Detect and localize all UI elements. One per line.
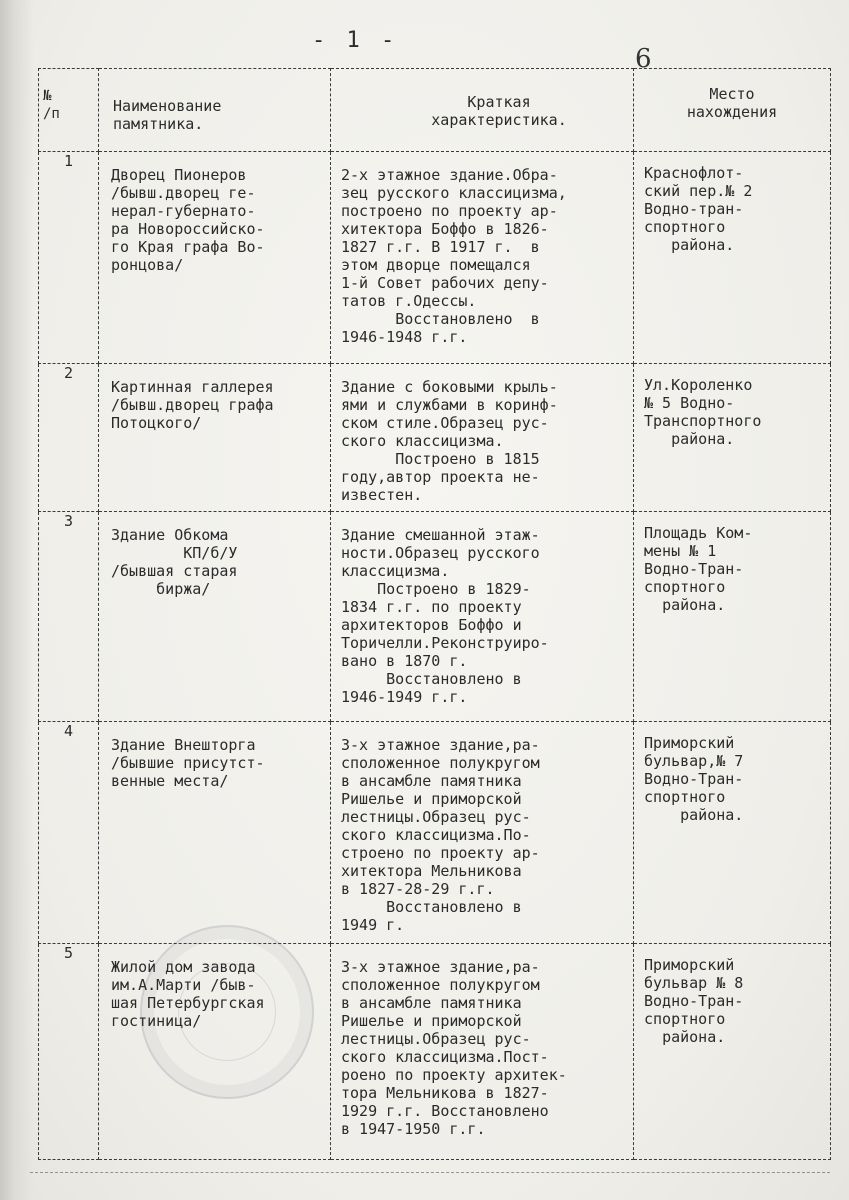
header-loc [634,69,831,152]
monument-description: Здание с боковыми крыль- ями и службами в коринф- ском стиле.Образец рус- ского классицизма. Построено в 1815 году,автор проекта не- известен. [341,378,558,504]
header-name [99,69,331,152]
header-num-text: № /п [43,88,60,122]
monuments-table [38,68,831,1160]
binding-shadow [0,0,34,1200]
monument-name: Дворец Пионеров /бывш.дворец ге- нерал-губернато- ра Новороссийско- го Края графа Во- ронцова/ [111,166,265,274]
desc-cell [331,944,634,1160]
table-header-row [39,69,831,152]
monument-name: Картинная галлерея /бывш.дворец графа Потоцкого/ [111,378,274,432]
monument-location: Приморский бульвар,№ 7 Водно-Тран- спортного района. [644,734,744,824]
desc-cell [331,722,634,944]
name-cell [99,364,331,512]
page-number: - 1 - [312,28,399,53]
monument-description: 2-х этажное здание.Обра- зец русского классицизма, построено по проекту ар- хитектора Боффо в 1826- 1827 г.г. В 1917 г. в этом дворце помещался 1-й Совет рабочих депу- татов г.Одессы. Восстановлено в 1946-1948 г.г. [341,166,567,346]
header-desc-text: Краткая характеристика. [431,93,567,129]
table-row [39,512,831,722]
monument-location: Приморский бульвар № 8 Водно-Тран- спортного района. [644,956,744,1046]
name-cell [99,722,331,944]
row-number: 3 [39,512,99,722]
monument-description: Здание смешанной этаж- ности.Образец русского классицизма. Построено в 1829- 1834 г.г. по проекту архитекторов Боффо и Торичелли.Реконструиро- вано в 1870 г. Восстановлено в 1946-1949 г.г. [341,526,549,706]
table-row [39,944,831,1160]
row-number: 5 [39,944,99,1160]
desc-cell [331,512,634,722]
monument-name: Здание Обкома КП/б/У /бывшая старая биржа/ [111,526,238,598]
table-row [39,722,831,944]
header-num [39,69,99,152]
header-loc-text: Место нахождения [686,85,778,121]
name-cell [99,944,331,1160]
loc-cell [634,364,831,512]
monument-name: Жилой дом завода им.А.Марти /быв- шая Петербургская гостиница/ [111,958,265,1030]
desc-cell [331,152,634,364]
sheet-number: 6 [635,44,652,74]
desc-cell [331,364,634,512]
header-desc [331,69,634,152]
loc-cell [634,152,831,364]
monument-name: Здание Внешторга /бывшие присутст- венные места/ [111,736,265,790]
row-number: 1 [39,152,99,364]
loc-cell [634,722,831,944]
monument-description: 3-х этажное здание,ра- сположенное полукругом в ансамбле памятника Ришелье и приморской лестницы.Образец рус- ского классицизма.Пост- роено по проекту архитек- тора Мельникова в 1827- 1929 г.г. Восстановлено в 1947-1950 г.г. [341,958,567,1138]
name-cell [99,152,331,364]
loc-cell [634,512,831,722]
loc-cell [634,944,831,1160]
table-row [39,364,831,512]
row-number: 2 [39,364,99,512]
monument-description: 3-х этажное здание,ра- сположенное полукругом в ансамбле памятника Ришелье и приморской лестницы.Образец рус- ского классицизма.По- строено по проекту ар- хитектора Мельникова в 1827-28-29 г.г. Восстановлено в 1949 г. [341,736,540,934]
bottom-divider [30,1172,830,1173]
row-number: 4 [39,722,99,944]
monument-location: Краснофлот- ский пер.№ 2 Водно-тран- спортного района. [644,164,753,254]
header-name-text: Наименование памятника. [113,97,222,133]
name-cell [99,512,331,722]
monument-location: Ул.Короленко № 5 Водно- Транспортного района. [644,376,762,448]
table-row [39,152,831,364]
monument-location: Площадь Ком- мены № 1 Водно-Тран- спортного района. [644,524,753,614]
